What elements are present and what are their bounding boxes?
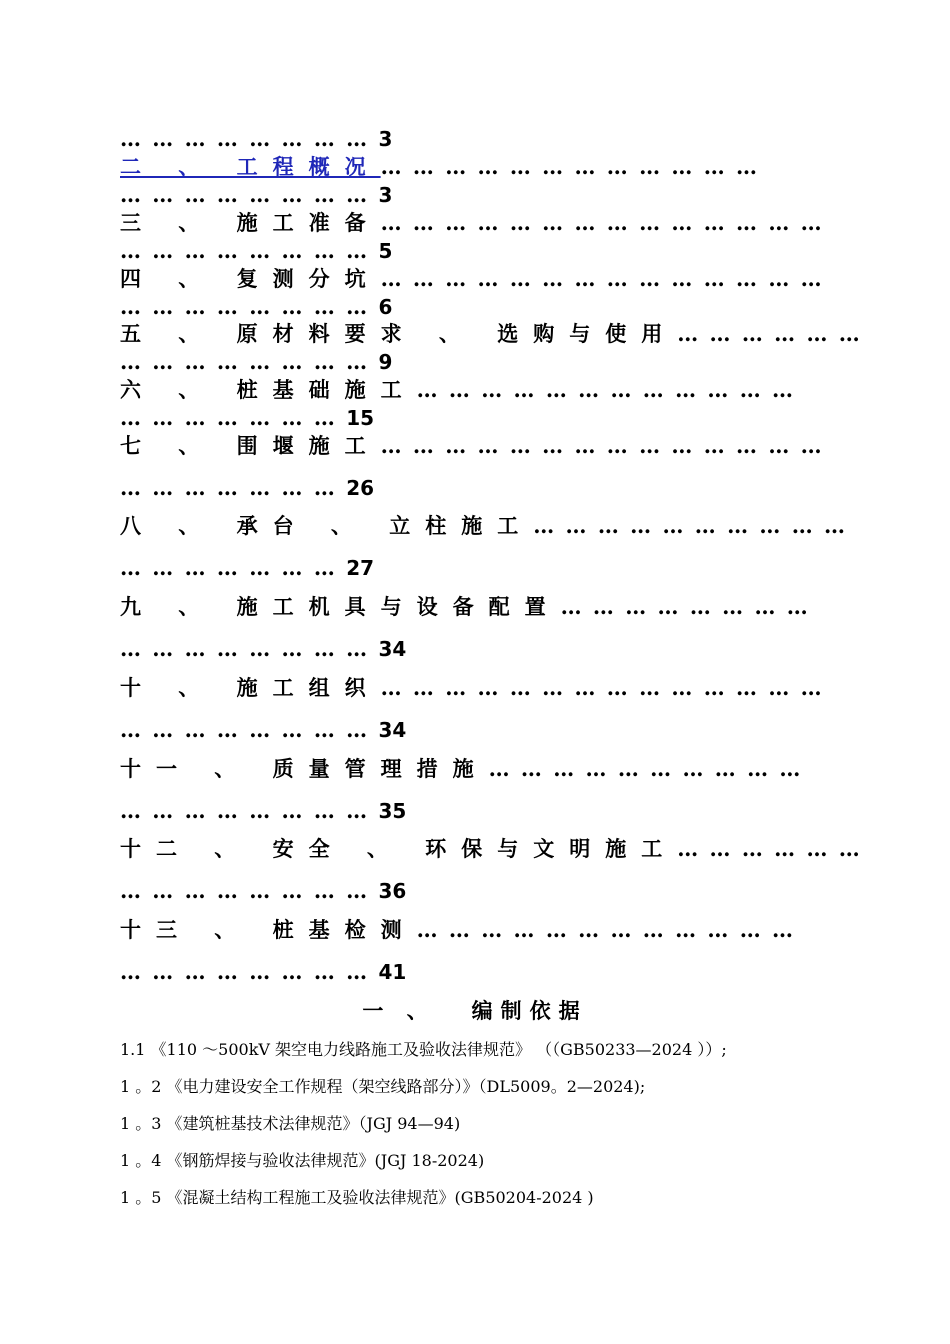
toc-page-number: 3 — [378, 127, 393, 151]
toc-entry-13-line2: … … … … … … … … 41 — [120, 959, 407, 984]
toc-page-number: 35 — [378, 799, 407, 823]
toc-entry-5-line2: … … … … … … … … 9 — [120, 349, 393, 374]
toc-entry-title[interactable]: 四 、 复测分坑 — [120, 266, 381, 291]
toc-entry-title[interactable]: 九 、 施工机具与设备配置 — [120, 594, 561, 619]
toc-entry-title[interactable]: 三 、 施工准备 — [120, 210, 381, 235]
toc-entry-13[interactable]: 十三 、 桩基检测… … … … … … … … … … … … — [120, 917, 796, 942]
section-heading — [0, 995, 950, 1025]
section-number: 一 、 — [362, 999, 436, 1023]
toc-entry-1-line2: … … … … … … … … 3 — [120, 126, 393, 151]
toc-entry-7[interactable]: 七 、 围堰施工… … … … … … … … … … … … … … — [120, 433, 824, 458]
toc-entry-title[interactable]: 十三 、 桩基检测 — [120, 917, 417, 942]
toc-entry-10-line2: … … … … … … … … 34 — [120, 717, 407, 742]
toc-entry-title[interactable]: 五 、 原材料要求 、 选购与使用 — [120, 321, 678, 346]
toc-entry-2-line2: … … … … … … … … 3 — [120, 182, 393, 207]
toc-page-number: 34 — [378, 637, 407, 661]
reference-item: 1 。4 《钢筋焊接与验收法律规范》(JGJ 18-2024) — [120, 1151, 485, 1170]
toc-entry-5[interactable]: 五 、 原材料要求 、 选购与使用… … … … … … — [120, 321, 862, 346]
toc-entry-title[interactable]: 六 、 桩基础施工 — [120, 377, 417, 402]
toc-entry-8-line2: … … … … … … … 27 — [120, 555, 375, 580]
toc-entry-title[interactable]: 十二 、 安全 、 环保与文明施工 — [120, 836, 678, 861]
toc-page-number: 3 — [378, 183, 393, 207]
toc-entry-6-line2: … … … … … … … 15 — [120, 405, 375, 430]
reference-item: 1 。2 《电力建设安全工作规程（架空线路部分）》（DL5009。2—2024); — [120, 1077, 646, 1096]
toc-page-number: 41 — [378, 960, 407, 984]
reference-item: 1.1 《110 ～500kV 架空电力线路施工及验收法律规范》 （（GB50233—2024 ））; — [120, 1040, 727, 1059]
toc-entry-11[interactable]: 十一 、 质量管理措施… … … … … … … … … … — [120, 756, 803, 781]
toc-entry-9-line2: … … … … … … … … 34 — [120, 636, 407, 661]
toc-page-number: 9 — [378, 350, 393, 374]
reference-item: 1 。3 《建筑桩基技术法律规范》（JGJ 94—94) — [120, 1114, 461, 1133]
toc-page-number: 27 — [346, 556, 375, 580]
reference-item: 1 。5 《混凝土结构工程施工及验收法律规范》(GB50204-2024 ) — [120, 1188, 594, 1207]
toc-entry-title[interactable]: 十 、 施工组织 — [120, 675, 381, 700]
toc-page-number: 15 — [346, 406, 375, 430]
toc-entry-10[interactable]: 十 、 施工组织… … … … … … … … … … … … … … — [120, 675, 824, 700]
toc-page-number: 6 — [378, 295, 393, 319]
toc-entry-6[interactable]: 六 、 桩基础施工… … … … … … … … … … … … — [120, 377, 796, 402]
toc-entry-title-link[interactable]: 二 、 工程概况 — [120, 154, 381, 179]
toc-entry-12[interactable]: 十二 、 安全 、 环保与文明施工… … … … … … — [120, 836, 862, 861]
toc-entry-3-line2: … … … … … … … … 5 — [120, 238, 393, 263]
toc-entry-4[interactable]: 四 、 复测分坑… … … … … … … … … … … … … … — [120, 266, 824, 291]
toc-entry-8[interactable]: 八 、 承台 、 立柱施工… … … … … … … … … … — [120, 513, 848, 538]
section-title: 编制依据 — [471, 999, 588, 1023]
toc-entry-3[interactable]: 三 、 施工准备… … … … … … … … … … … … … … — [120, 210, 824, 235]
toc-entry-12-line2: … … … … … … … … 36 — [120, 878, 407, 903]
toc-page-number: 34 — [378, 718, 407, 742]
toc-entry-11-line2: … … … … … … … … 35 — [120, 798, 407, 823]
toc-entry-title[interactable]: 八 、 承台 、 立柱施工 — [120, 513, 534, 538]
toc-entry-9[interactable]: 九 、 施工机具与设备配置… … … … … … … … — [120, 594, 810, 619]
toc-entry-title[interactable]: 七 、 围堰施工 — [120, 433, 381, 458]
toc-page-number: 36 — [378, 879, 407, 903]
toc-entry-4-line2: … … … … … … … … 6 — [120, 294, 393, 319]
toc-entry-7-line2: … … … … … … … 26 — [120, 475, 375, 500]
toc-page-number: 5 — [378, 239, 393, 263]
toc-page-number: 26 — [346, 476, 375, 500]
toc-entry-title[interactable]: 十一 、 质量管理措施 — [120, 756, 489, 781]
toc-entry-2[interactable]: 二 、 工程概况… … … … … … … … … … … … — [120, 154, 760, 179]
